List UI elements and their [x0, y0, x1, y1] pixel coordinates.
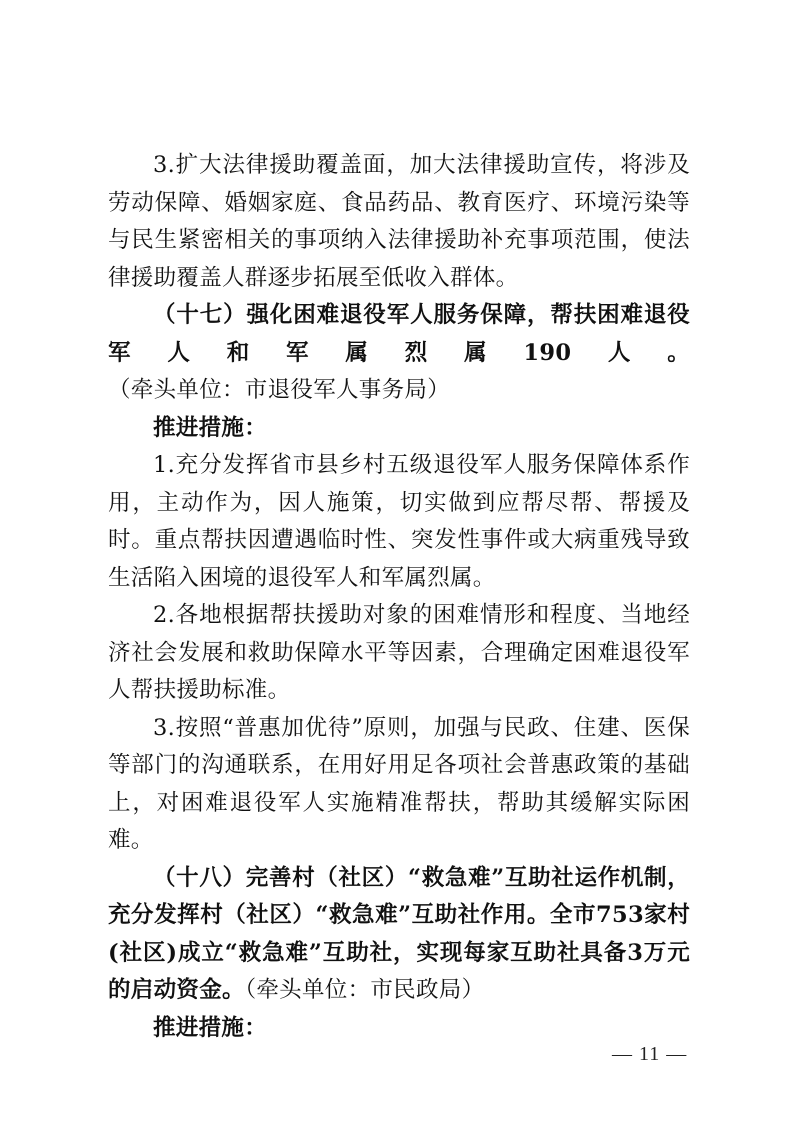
heading-text: （十八）完善村（社区）“救急难”互助社运作机制，充分发挥村（社区）“救急难”互助社作用。全市753家村(社区)成立“救急难”互助社，实现每家互助社具备3万元的启动资金。	[108, 864, 690, 1003]
lead-unit-text: （牵头单位：市民政局）	[244, 977, 485, 1003]
measures-label: 推进措施：	[153, 414, 268, 441]
lead-unit-text: （牵头单位：市退役军人事务局）	[108, 377, 451, 403]
section-heading-seventeen	[108, 297, 690, 410]
measures-label: 推进措施：	[153, 1014, 268, 1041]
document-body	[108, 147, 690, 1047]
heading-text: （十七）强化困难退役军人服务保障，帮扶困难退役军人和军属烈属190人。	[108, 302, 690, 366]
paragraph-legal-aid-expansion: 3.扩大法律援助覆盖面，加大法律援助宣传，将涉及劳动保障、婚姻家庭、食品药品、教育医疗、环境污染等与民生紧密相关的事项纳入法律援助补充事项范围，使法律援助覆盖人群逐步拓展至低收入群体。	[108, 152, 690, 291]
page-number: — 11 —	[612, 1043, 688, 1065]
paragraph-measure-3: 3.按照“普惠加优待”原则，加强与民政、住建、医保等部门的沟通联系，在用好用足各项社会普惠政策的基础上，对困难退役军人实施精准帮扶，帮助其缓解实际困难。	[108, 714, 690, 853]
paragraph-measure-1: 1.充分发挥省市县乡村五级退役军人服务保障体系作用，主动作为，因人施策，切实做到应帮尽帮、帮援及时。重点帮扶因遭遇临时性、突发性事件或大病重残导致生活陷入困境的退役军人和军属烈属。	[108, 452, 690, 591]
section-heading-eighteen	[108, 860, 690, 1010]
paragraph-measure-2: 2.各地根据帮扶援助对象的困难情形和程度、当地经济社会发展和救助保障水平等因素，合理确定困难退役军人帮扶援助标准。	[108, 602, 690, 703]
